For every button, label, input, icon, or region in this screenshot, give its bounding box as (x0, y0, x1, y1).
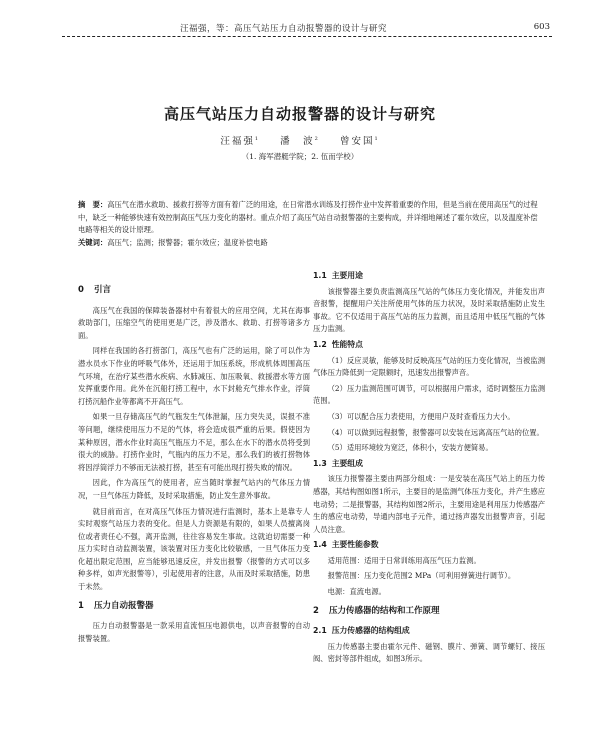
author-affil-mark: 1 (374, 135, 380, 142)
left-column (78, 278, 310, 648)
subsection-heading: 1.1 主要用途 (313, 271, 363, 280)
paragraph: 该压力报警器主要由两部分组成：一是安装在高压气站上的压力传感器，其结构图如图1所示，主要目的是监测气体压力变化，并产生感应电动势；二是报警器，其结构如图2所示，主要用途是利用压力传感器产生的感应电动势，导通内部电子元件，通过扬声器发出报警声音，引起人员注意。 (313, 474, 545, 534)
keywords-label: 关键词： (78, 237, 108, 247)
author-list (0, 133, 600, 147)
paragraph: 该报警器主要负责监测高压气站的气体压力变化情况，并能发出声音报警，提醒用户关注所使用气体的压力状况，及时采取措施防止发生事故。它不仅适用于高压气站的压力监测，而且适用中低压气瓶的气体压力监测。 (313, 286, 545, 334)
paragraph: 适用范围：适用于日常训练用高压气压力监测。 (327, 555, 481, 565)
abstract (78, 199, 538, 237)
paragraph: 压力传感器主要由霍尔元件、磁钢、膜片、弹簧、调节螺钉、接压阀、密封等部件组成，如图3所示。 (313, 641, 545, 664)
author-affil-mark: 1 (254, 135, 261, 142)
paragraph: 高压气在我国的保障装备器材中有着很大的应用空间，尤其在海事救助部门，压缩空气的使用更是广泛，涉及潜水、救助、打捞等诸多方面。 (78, 305, 310, 340)
affiliation: （1. 海军潜艇学院；2. 伍而学校） (241, 152, 359, 161)
paragraph: 同样在我国的各打捞部门，高压气也有广泛的运用，除了可以作为潜水员水下作业的呼吸气体外，还运用于加压系统，形成机体周围高压气环境，在治疗某些潜水疾病、水肺减压、加压吸氧、救援潜水等方面发挥重要作用。此外在沉船打捞工程中，水下封舱充气排水作业，浮筒打捞沉船作业等都离不开高压气。 (78, 346, 310, 406)
paragraph: 如果一旦存储高压气的气瓶发生气体泄漏，压力突失灵，误报不准等问题，继续使用压力不足的气体，将会造成很严重的后果。假使因为某种原因，潜水作业时高压气瓶压力不足，那么在水下的潜水员将受到很大的威胁。打捞作业时，气瓶内的压力不足，那么我们的被打捞物体将因浮筒浮力不够而无法被打捞，甚至有可能出现打捞失败的情况。 (78, 412, 310, 472)
abstract-block (78, 199, 538, 249)
list-item: （1）反应灵敏，能够及时反映高压气站的压力变化情况，当被监测气体压力降低到一定限额时，迅速发出报警声音。 (313, 355, 545, 378)
section-heading: 1 压力自动报警器 (78, 600, 154, 611)
list-item: （5）适用环境较为宽泛，体积小，安装方便简易。 (327, 443, 493, 453)
list-item: （2）压力监测范围可调节，可以根据用户需求，适时调整压力监测范围。 (313, 383, 545, 406)
header-divider (62, 36, 552, 37)
author-name: 潘 波 (280, 136, 315, 147)
keywords (78, 237, 538, 250)
subsection-heading: 1.4 主要性能参数 (313, 540, 379, 550)
paragraph: 报警范围：压力变化范围2 MPa（可利用弹簧进行调节）。 (327, 571, 516, 581)
subsection-heading: 1.3 主要组成 (313, 458, 363, 468)
paper-title: 高压气站压力自动报警器的设计与研究 (163, 105, 436, 123)
paragraph: 电源：直流电源。 (327, 587, 386, 597)
list-item: （3）可以配合压力表使用，方便用户及时查看压力大小。 (327, 411, 515, 421)
list-item: （4）可以做到远程报警，报警器可以安装在远离高压气站的位置。 (327, 427, 544, 437)
author-name: 汪福强 (220, 136, 255, 147)
subsection-heading: 2.1 压力传感器的结构组成 (313, 626, 410, 636)
paragraph: 压力自动报警器是一款采用直流恒压电源供电，以声音报警的自动报警装置。 (78, 621, 310, 643)
paragraph: 因此，作为高压气的使用者，应当随时掌握气站内的气体压力情况，一旦气体压力降低，及时采取措施，防止发生意外事故。 (78, 478, 310, 500)
right-column (313, 268, 545, 669)
abstract-label: 摘 要： (78, 200, 108, 209)
abstract-text: 高压气在潜水救助、援救打捞等方面有着广泛的用途，在日常潜水训练及打捞作业中发挥着重要的作用，但是当前在使用高压气的过程中，缺乏一种能够快速有效控制高压气压力变化的器材。重点介绍了高压气站自动报警器的主要构成，并详细地阐述了霍尔效应，以及温度补偿电路等相关的设计原理。 (78, 200, 538, 235)
author-affil-mark: 2 (314, 135, 320, 142)
author-name: 曾安国 (339, 136, 375, 147)
section-heading: 2 压力传感器的结构和工作原理 (313, 605, 440, 616)
section-heading: 0 引言 (78, 285, 112, 295)
paragraph: 就目前而言，在对高压气体压力情况进行监测时，基本上是靠专人实时观察气站压力表的变化。但是人力资源是有限的，如果人员擅离岗位或者责任心不强，离开监测，往往容易发生事故。这就迫切需要一种压力实时自动监测装置，该装置对压力变化比较敏感，一旦气体压力变化超出限定范围，应当能够迅速反应，并发出报警（报警的方式可以多种多样，如声光报警等），引起使用者的注意，从而及时采取措施，防患于未然。 (78, 506, 310, 592)
subsection-heading: 1.2 性能特点 (313, 339, 363, 349)
page-number: 603 (533, 22, 550, 32)
keywords-text: 高压气；监测；报警器；霍尔效应；温度补偿电路 (107, 237, 268, 247)
running-header: 汪福强，等：高压气站压力自动报警器的设计与研究 (180, 24, 388, 34)
